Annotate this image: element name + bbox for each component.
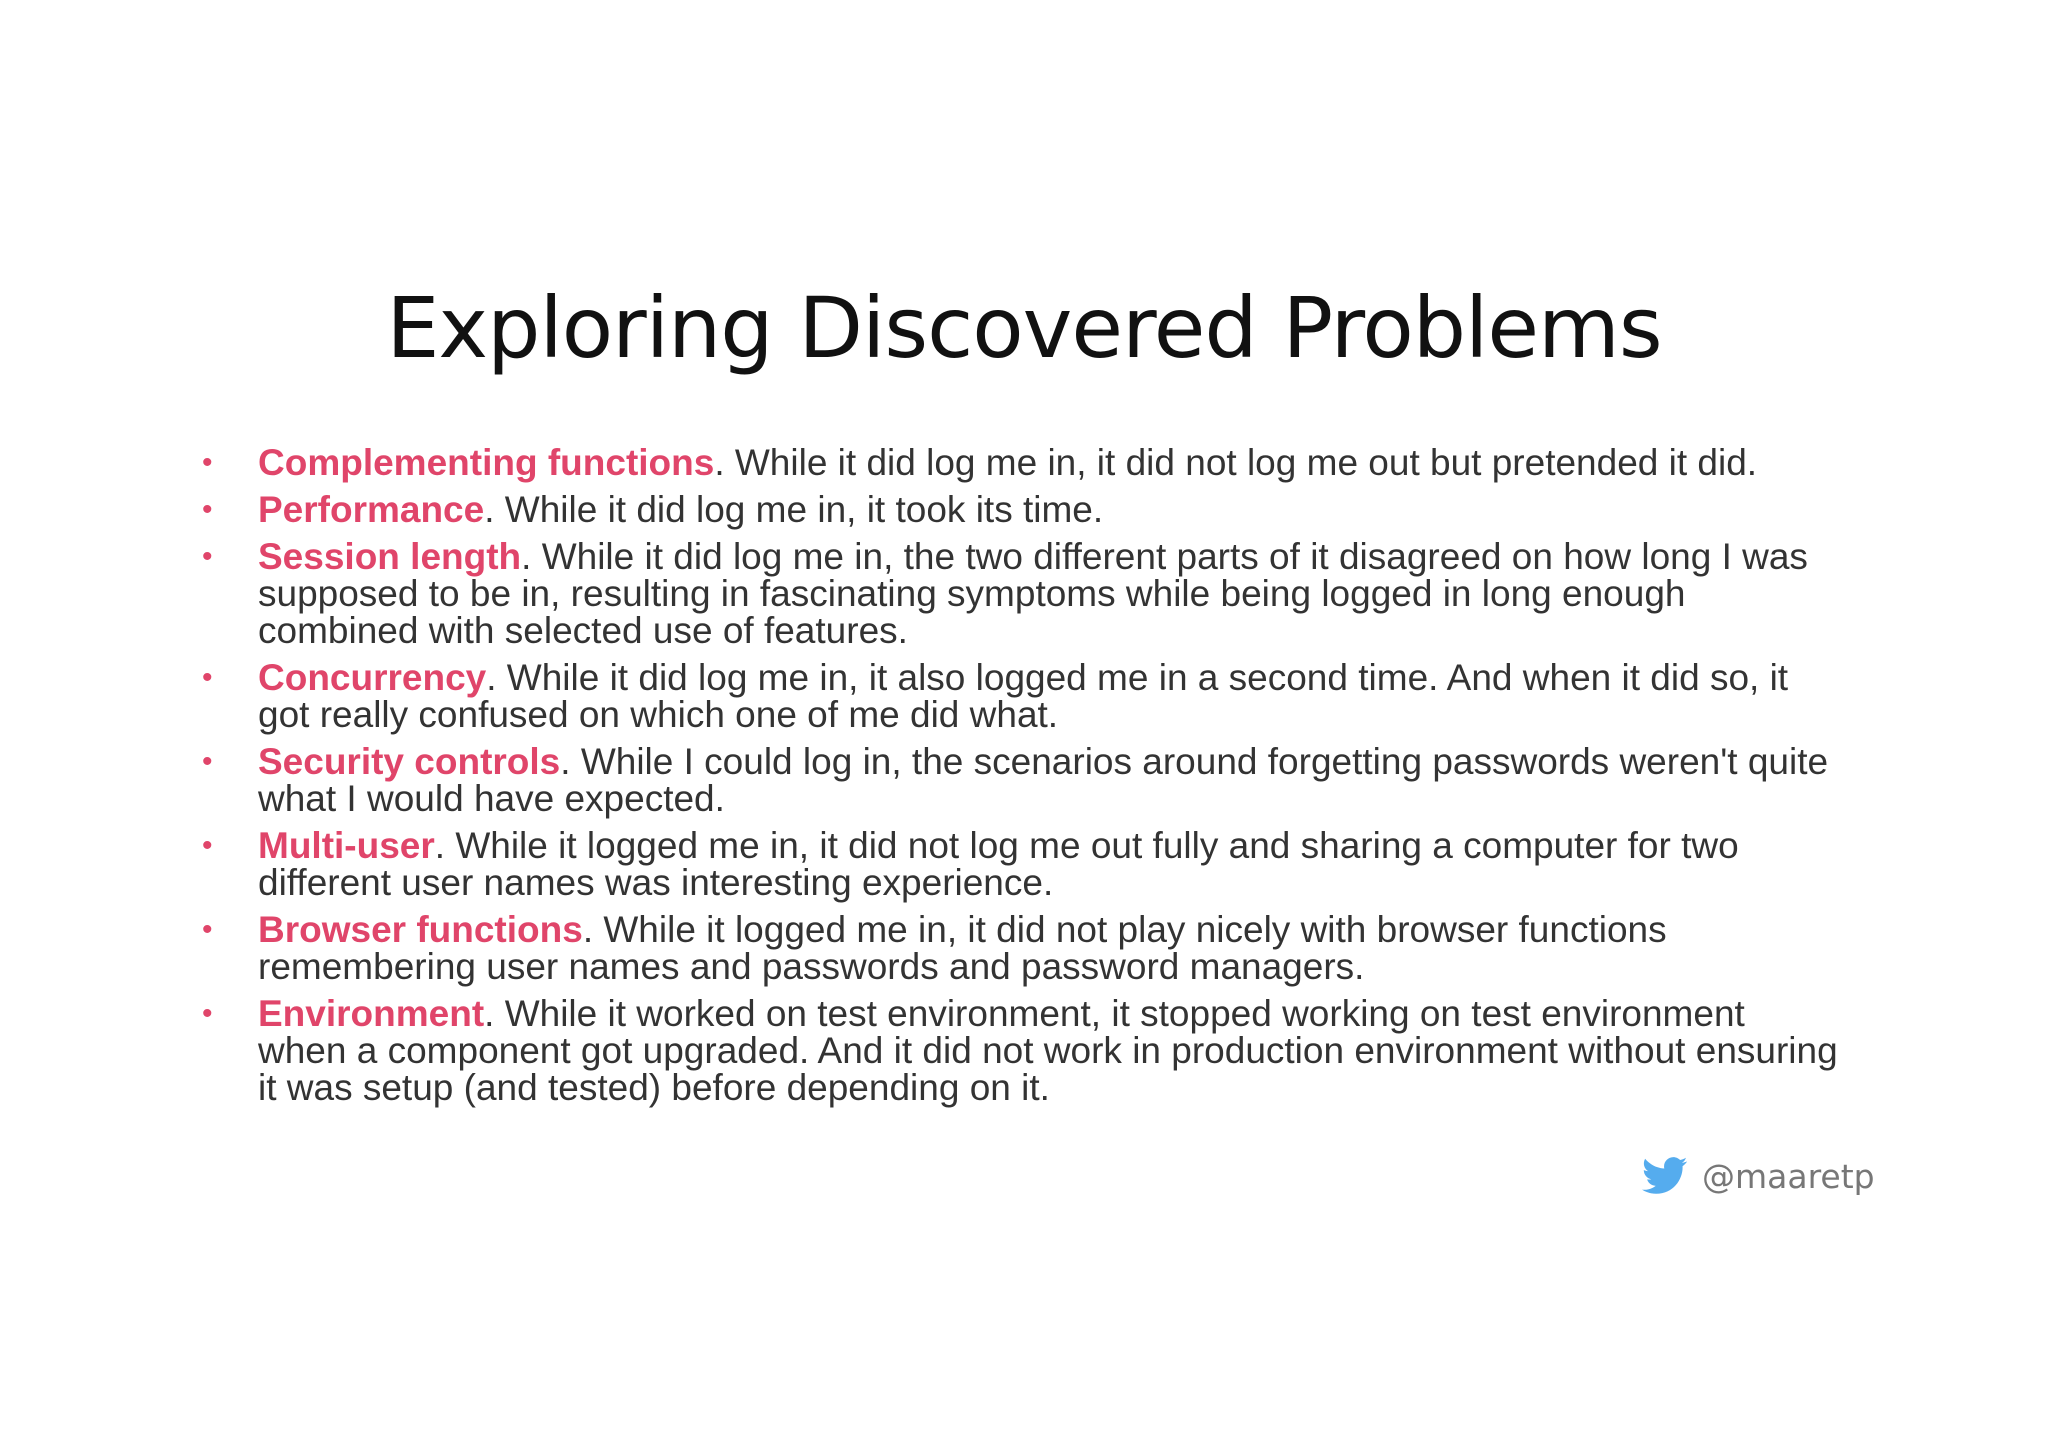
bullet-dot: •	[202, 745, 213, 778]
bullet-dot: •	[202, 997, 213, 1030]
twitter-handle-footer	[1642, 1154, 1875, 1198]
bullet-dot: •	[202, 446, 213, 479]
bullet-term: Security controls	[258, 741, 561, 782]
bullet-list	[202, 444, 1842, 1116]
list-item	[202, 743, 1842, 817]
slide-title: Exploring Discovered Problems	[386, 279, 1662, 377]
list-item	[202, 911, 1842, 985]
list-item	[202, 538, 1842, 649]
bullet-text: . While it logged me in, it did not play nicely with browser functions remembering user names and passwords and password managers.	[258, 909, 1667, 987]
bullet-dot: •	[202, 661, 213, 694]
bullet-dot: •	[202, 829, 213, 862]
bullet-text: . While it did log me in, it took its time.	[484, 489, 1104, 530]
bullet-term: Performance	[258, 489, 485, 530]
bullet-term: Session length	[258, 536, 522, 577]
bullet-dot: •	[202, 540, 213, 573]
bullet-dot: •	[202, 913, 213, 946]
bullet-term: Concurrency	[258, 657, 487, 698]
bullet-text: . While it did log me in, the two different parts of it disagreed on how long I was supposed to be in, resulting in fascinating symptoms while being logged in long enough combined with selected use of features.	[258, 536, 1808, 651]
bullet-term: Environment	[258, 993, 485, 1034]
bullet-term: Browser functions	[258, 909, 583, 950]
twitter-bird-icon	[1642, 1156, 1688, 1196]
bullet-term: Multi-user	[258, 825, 435, 866]
list-item	[202, 491, 1842, 528]
list-item	[202, 827, 1842, 901]
list-item	[202, 995, 1842, 1106]
bullet-text: . While it worked on test environment, it stopped working on test environment when a component got upgraded. And it did not work in production environment without ensuring it was setup (and tested) before depending on it.	[258, 993, 1838, 1108]
list-item	[202, 444, 1842, 481]
bullet-text: . While it did log me in, it did not log me out but pretended it did.	[714, 442, 1758, 483]
twitter-handle: @maaretp	[1702, 1156, 1875, 1196]
bullet-dot: •	[202, 493, 213, 526]
bullet-term: Complementing functions	[258, 442, 715, 483]
bullet-text: . While I could log in, the scenarios around forgetting passwords weren't quite what I would have expected.	[258, 741, 1829, 819]
bullet-text: . While it logged me in, it did not log me out fully and sharing a computer for two different user names was interesting experience.	[258, 825, 1739, 903]
bullet-text: . While it did log me in, it also logged me in a second time. And when it did so, it got really confused on which one of me did what.	[258, 657, 1789, 735]
list-item	[202, 659, 1842, 733]
